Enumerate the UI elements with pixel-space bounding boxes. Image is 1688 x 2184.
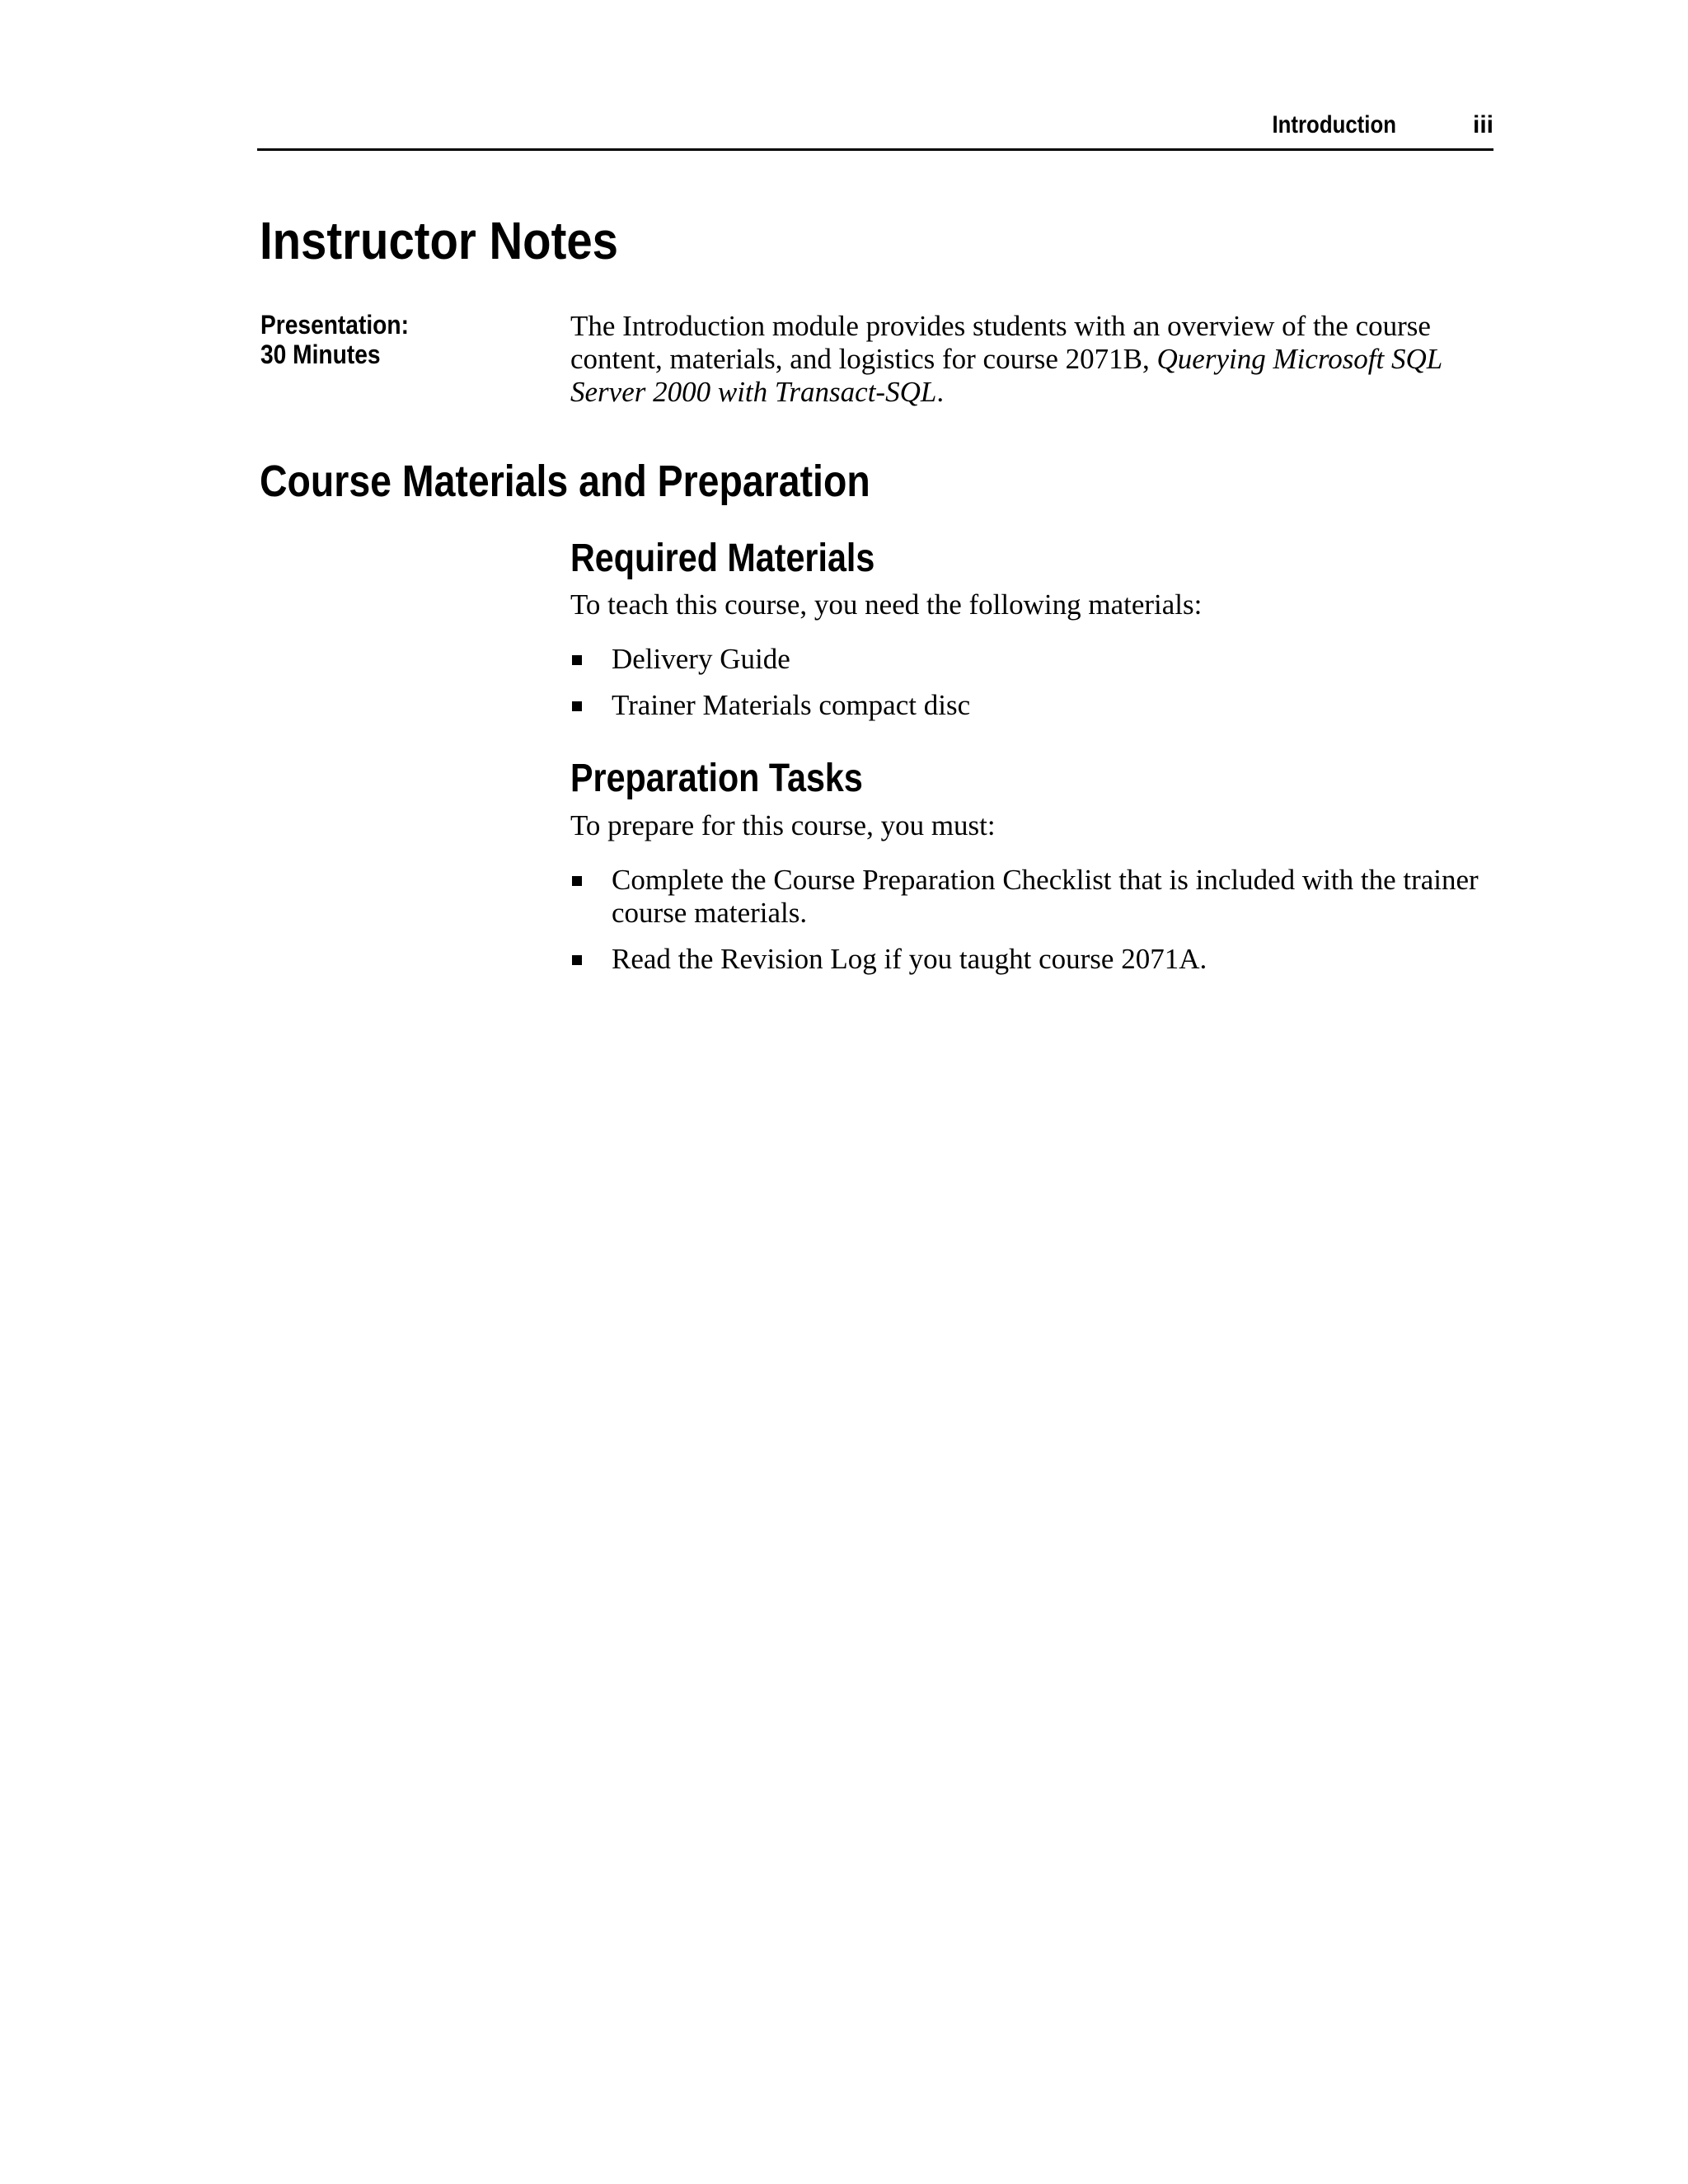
list-item-text: Read the Revision Log if you taught course 2071A. (612, 943, 1207, 975)
list-item-text: Trainer Materials compact disc (612, 689, 971, 721)
square-bullet-icon (572, 655, 582, 665)
presentation-label: Presentation: (260, 310, 409, 340)
square-bullet-icon (572, 701, 582, 711)
header-page-number: iii (1472, 111, 1493, 138)
header-section-name: Introduction (1272, 111, 1396, 138)
square-bullet-icon (572, 876, 582, 886)
required-materials-heading: Required Materials (570, 537, 875, 580)
list-item (570, 943, 1485, 976)
page-title: Instructor Notes (260, 211, 618, 270)
preparation-tasks-lead: To prepare for this course, you must: (570, 809, 996, 841)
preparation-tasks-heading: Preparation Tasks (570, 757, 863, 800)
list-item (570, 643, 1485, 676)
required-materials-list (570, 643, 1485, 735)
required-materials-lead: To teach this course, you need the following materials: (570, 588, 1203, 621)
list-item-text: Delivery Guide (612, 643, 790, 675)
section-heading: Course Materials and Preparation (260, 457, 870, 506)
list-item (570, 864, 1485, 930)
course-title: Querying Microsoft SQL Server 2000 with Transact-SQL (570, 343, 1442, 408)
intro-text-before: The Introduction module provides students with an overview of the course content, materials, and logistics for course 2071B, (570, 310, 1431, 375)
list-item (570, 689, 1485, 722)
square-bullet-icon (572, 955, 582, 965)
presentation-note (260, 310, 409, 369)
preparation-tasks-list (570, 864, 1485, 989)
intro-text-after: . (936, 376, 945, 408)
list-item-text: Complete the Course Preparation Checklist that is included with the trainer course materials. (612, 864, 1479, 929)
intro-paragraph (570, 310, 1485, 409)
presentation-duration: 30 Minutes (260, 340, 381, 369)
running-header (257, 109, 1493, 151)
intro-text (570, 310, 1485, 409)
